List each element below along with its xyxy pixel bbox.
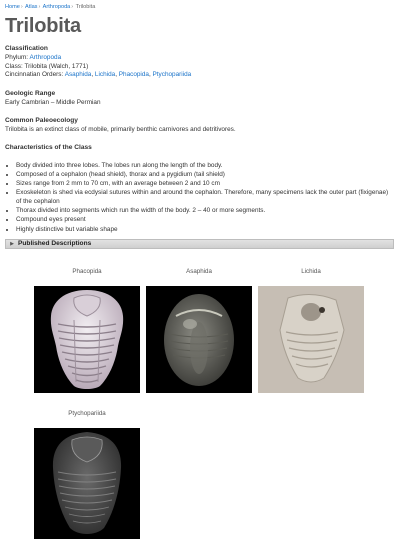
list-item: • Exoskeleton is shed via ecdysial sutures within and around the cephalon. Therefore, many specimens lack the outer part (fixigenae) of the cephalon — [16, 188, 395, 206]
gallery-caption: Ptychopariida — [68, 410, 106, 417]
phylum-line — [5, 54, 395, 63]
page-title: Trilobita — [5, 15, 81, 37]
orders-label: Cincinnatian Orders: — [5, 71, 64, 79]
list-item: • Composed of a cephalon (head shield), thorax and a pygidium (tail shield) — [16, 170, 395, 179]
classification-heading: Classification — [5, 45, 48, 52]
geologic-range-heading: Geologic Range — [5, 90, 56, 97]
breadcrumb-separator: › — [71, 4, 74, 10]
gallery-caption: Asaphida — [186, 268, 212, 275]
characteristics-heading: Characteristics of the Class — [5, 144, 92, 151]
characteristics-list — [5, 161, 395, 234]
gallery-item-ptychopariida — [34, 410, 140, 420]
breadcrumb — [5, 4, 95, 12]
class-label: Class: — [5, 62, 23, 70]
order-link-ptychopariida[interactable]: Ptychopariida — [152, 71, 192, 79]
geologic-range-value: Early Cambrian – Middle Permian — [5, 98, 101, 106]
geologic-range-section — [5, 90, 395, 108]
gallery-item-asaphida — [146, 268, 252, 278]
list-item: • Compound eyes present — [16, 215, 395, 224]
list-item: • Sizes range from 2 mm to 70 cm, with an average between 2 and 10 cm — [16, 179, 395, 188]
ptychopariida-fossil-image[interactable] — [34, 428, 140, 539]
phacopida-fossil-image[interactable] — [34, 286, 140, 393]
class-line — [5, 63, 395, 72]
breadcrumb-home[interactable]: Home — [5, 4, 20, 10]
class-value: Trilobita (Walch, 1771) — [24, 62, 89, 70]
characteristics-section — [5, 144, 395, 234]
list-item: • Thorax divided into segments which run the width of the body. 2 – 40 or more segments. — [16, 206, 395, 215]
order-link-lichida[interactable]: Lichida — [94, 71, 116, 79]
breadcrumb-separator: › — [38, 4, 41, 10]
asaphida-fossil-icon — [146, 286, 252, 393]
classification-section — [5, 45, 395, 80]
paleoecology-value: Trilobita is an extinct class of mobile, primarily benthic carnivores and detritivores. — [5, 125, 236, 133]
breadcrumb-current: Trilobita — [75, 4, 96, 10]
asaphida-fossil-image[interactable] — [146, 286, 252, 393]
breadcrumb-arthropoda[interactable]: Arthropoda — [42, 4, 71, 10]
list-item: • Highly distinctive but variable shape — [16, 225, 395, 234]
order-separator: , — [115, 71, 119, 79]
published-descriptions-label: Published Descriptions — [18, 239, 92, 247]
phacopida-fossil-icon — [34, 286, 140, 393]
gallery-item-phacopida — [34, 268, 140, 278]
order-separator: , — [148, 71, 153, 79]
orders-line — [5, 71, 395, 80]
gallery-item-lichida — [258, 268, 364, 278]
list-item: • Body divided into three lobes. The lobes run along the length of the body. — [16, 161, 395, 170]
published-descriptions-toggle[interactable] — [5, 239, 394, 249]
order-separator: , — [91, 71, 95, 79]
order-link-asaphida[interactable]: Asaphida — [64, 71, 92, 79]
gallery-caption: Lichida — [301, 268, 321, 275]
ptychopariida-fossil-icon — [34, 428, 140, 539]
lichida-fossil-icon — [258, 286, 364, 393]
paleoecology-heading: Common Paleoecology — [5, 117, 78, 124]
breadcrumb-atlas[interactable]: Atlas — [25, 4, 38, 10]
phylum-label: Phylum: — [5, 53, 29, 61]
phylum-link[interactable]: Arthropoda — [29, 53, 62, 61]
paleoecology-section — [5, 117, 395, 135]
order-link-phacopida[interactable]: Phacopida — [118, 71, 149, 79]
triangle-right-icon: ▶ — [10, 240, 14, 247]
breadcrumb-separator: › — [20, 4, 23, 10]
gallery-caption: Phacopida — [72, 268, 102, 275]
lichida-fossil-image[interactable] — [258, 286, 364, 393]
